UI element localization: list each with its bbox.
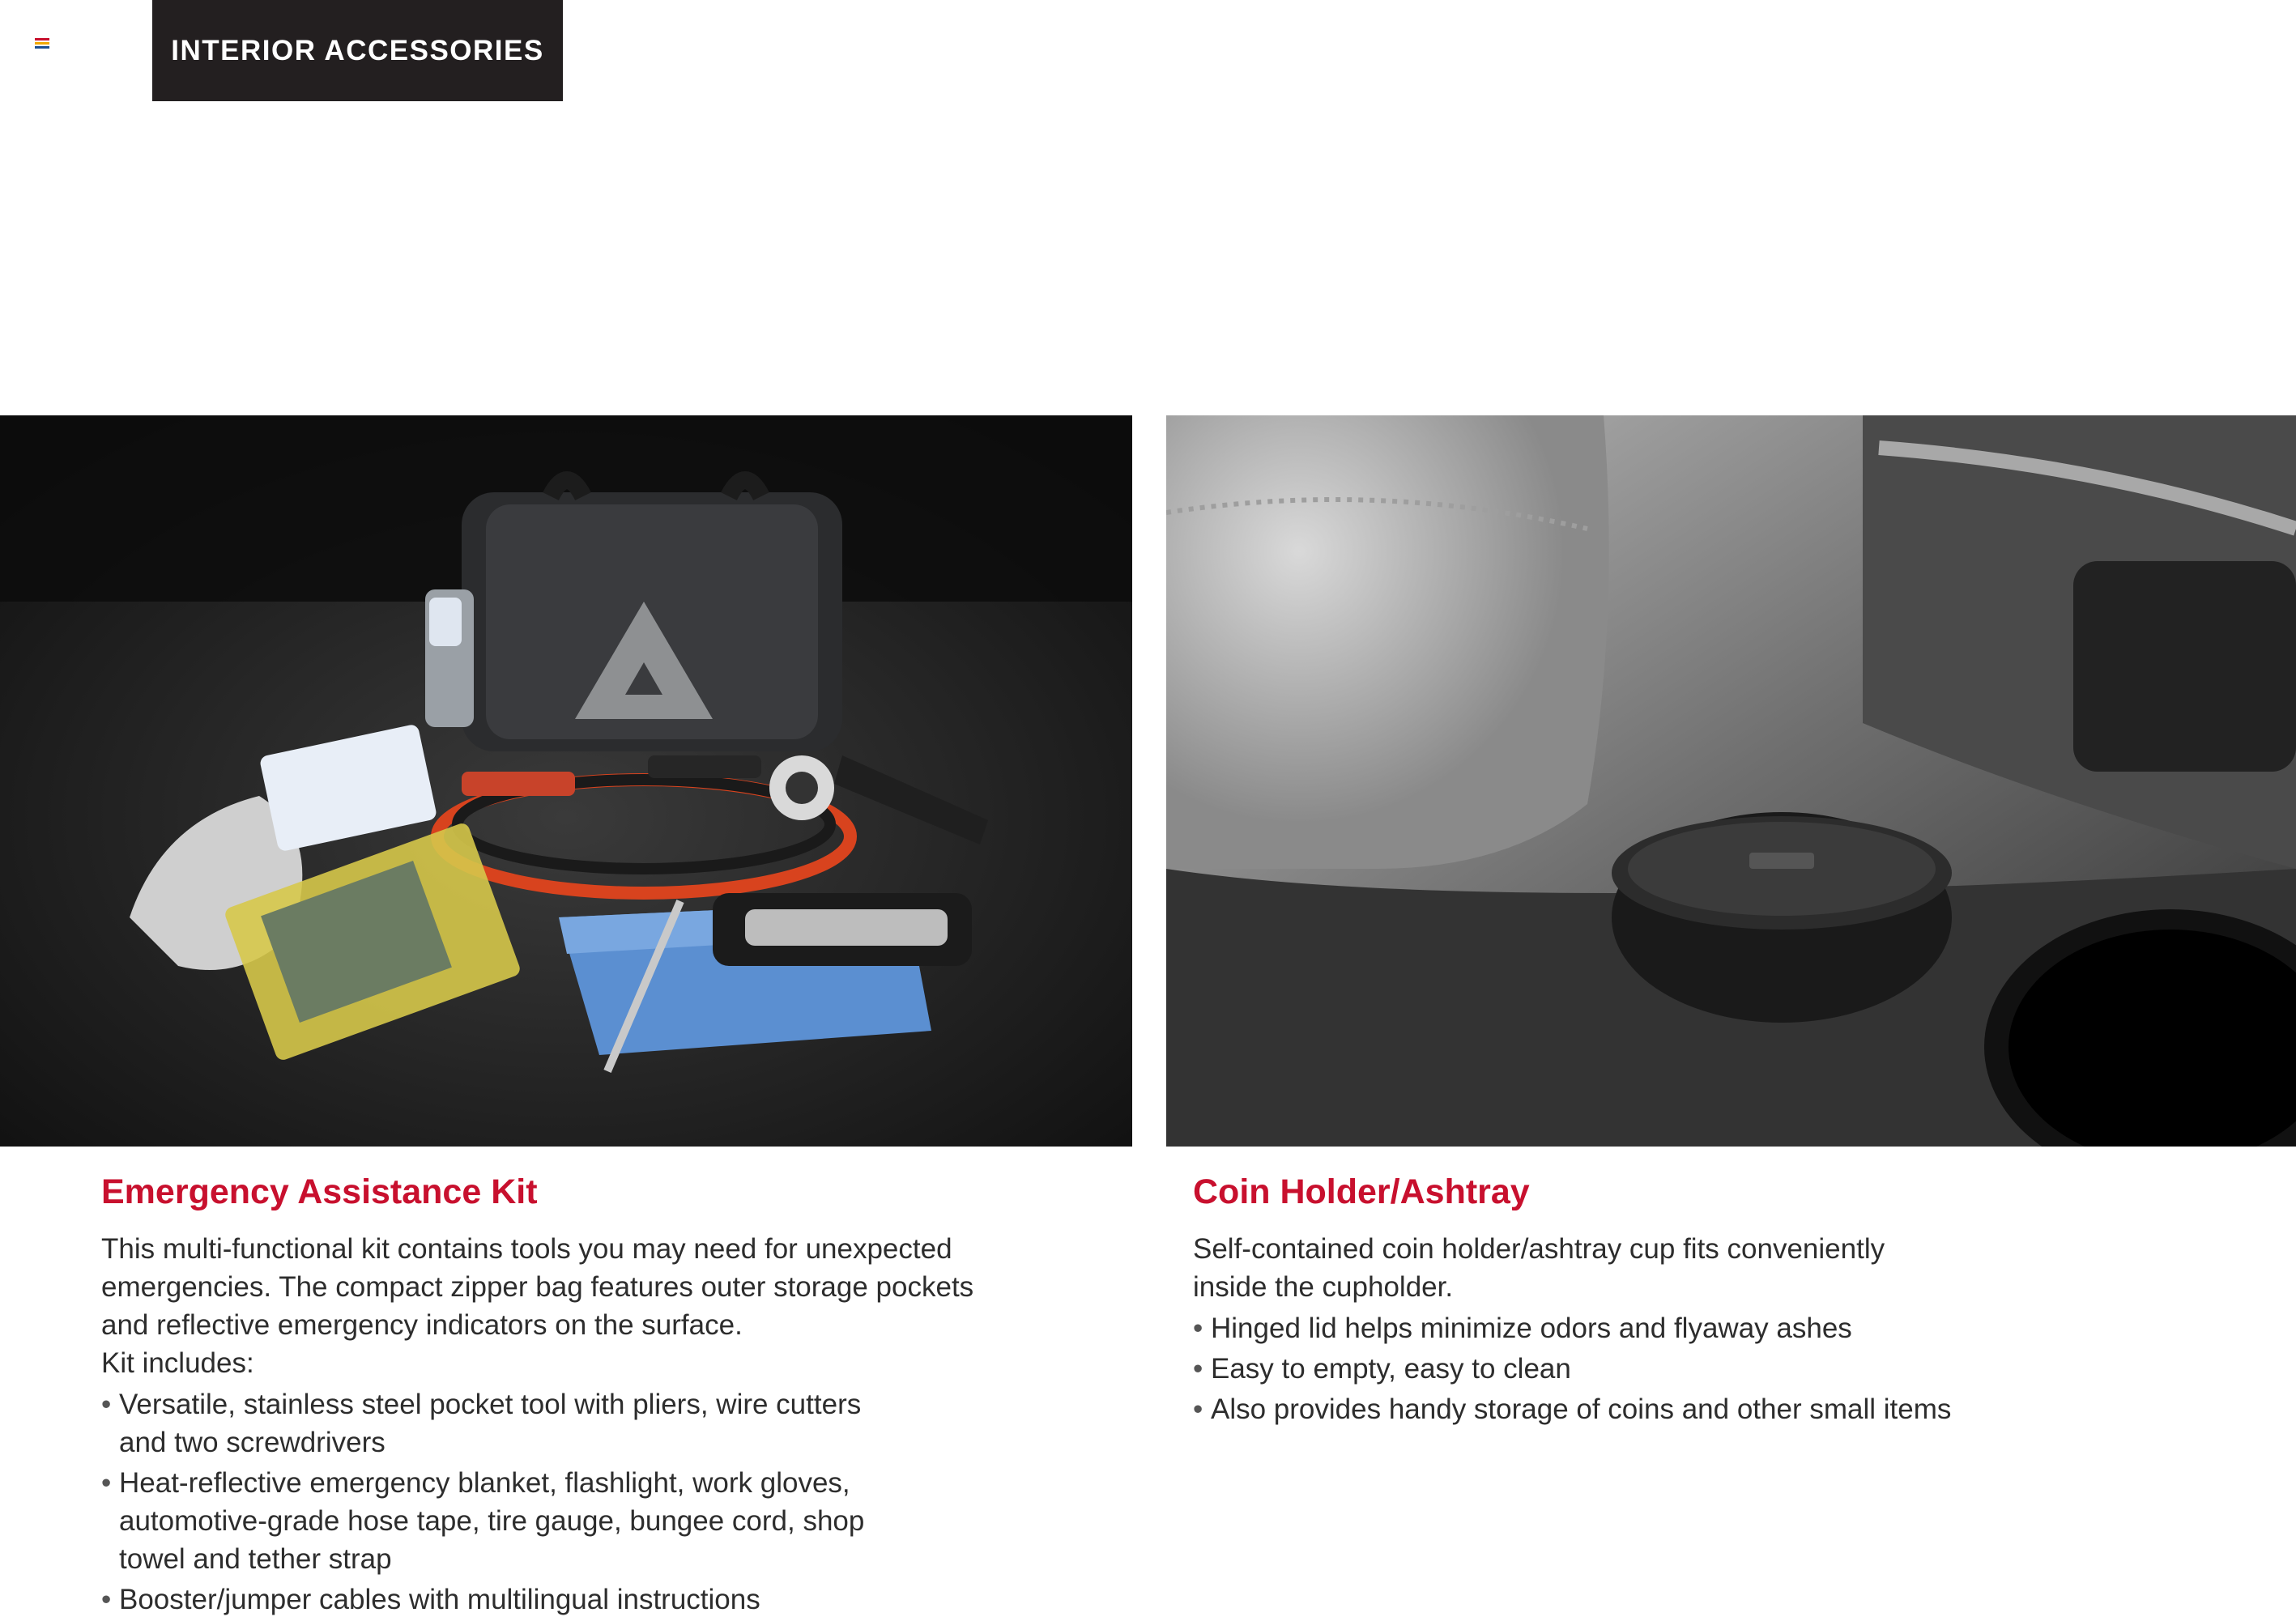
description-line: and reflective emergency indicators on the surface. <box>101 1309 743 1342</box>
feature-item <box>1193 1350 2246 1388</box>
menu-icon-bar <box>35 42 49 45</box>
feature-item <box>101 1464 1105 1578</box>
coin-holder-photo <box>1166 415 2296 1147</box>
feature-list <box>101 1385 1105 1619</box>
feature-item <box>1193 1309 2246 1347</box>
section-tab-label: INTERIOR ACCESSORIES <box>171 34 544 66</box>
product-title: Coin Holder/Ashtray <box>1193 1172 1530 1211</box>
menu-icon-bar <box>35 38 49 40</box>
description-line: Self-contained coin holder/ashtray cup fits conveniently <box>1193 1233 1885 1266</box>
feature-line: Easy to empty, easy to clean <box>1211 1353 1571 1385</box>
feature-line: automotive-grade hose tape, tire gauge, bungee cord, shop <box>119 1505 865 1538</box>
feature-line: Versatile, stainless steel pocket tool with pliers, wire cutters <box>119 1389 862 1421</box>
description-line: inside the cupholder. <box>1193 1271 1454 1304</box>
hamburger-menu-icon[interactable] <box>35 38 49 49</box>
feature-line: Booster/jumper cables with multilingual instructions <box>119 1584 760 1616</box>
feature-line: towel and tether strap <box>119 1543 392 1576</box>
product-coin-holder <box>1193 1172 2246 1431</box>
bullet-icon: • <box>101 1389 112 1421</box>
product-description <box>1193 1230 2246 1306</box>
feature-line: Also provides handy storage of coins and other small items <box>1211 1393 1952 1426</box>
bullet-icon: • <box>1193 1353 1203 1385</box>
feature-item <box>1193 1390 2246 1428</box>
section-tab <box>152 0 563 101</box>
feature-item <box>101 1581 1105 1619</box>
product-description <box>101 1230 1105 1382</box>
feature-line: Heat-reflective emergency blanket, flashlight, work gloves, <box>119 1467 850 1500</box>
bullet-icon: • <box>1193 1313 1203 1345</box>
emergency-kit-photo <box>0 415 1132 1147</box>
bullet-icon: • <box>101 1584 112 1616</box>
bullet-icon: • <box>101 1467 112 1500</box>
product-title: Emergency Assistance Kit <box>101 1172 538 1211</box>
feature-line: Hinged lid helps minimize odors and flyaway ashes <box>1211 1313 1852 1345</box>
description-line: This multi-functional kit contains tools you may need for unexpected <box>101 1233 952 1266</box>
description-line: Kit includes: <box>101 1347 254 1380</box>
feature-list <box>1193 1309 2246 1428</box>
feature-line: and two screwdrivers <box>119 1427 386 1459</box>
feature-item <box>101 1385 1105 1461</box>
menu-icon-bar <box>35 46 49 49</box>
product-emergency-kit <box>101 1172 1105 1621</box>
description-line: emergencies. The compact zipper bag features outer storage pockets <box>101 1271 974 1304</box>
bullet-icon: • <box>1193 1393 1203 1426</box>
